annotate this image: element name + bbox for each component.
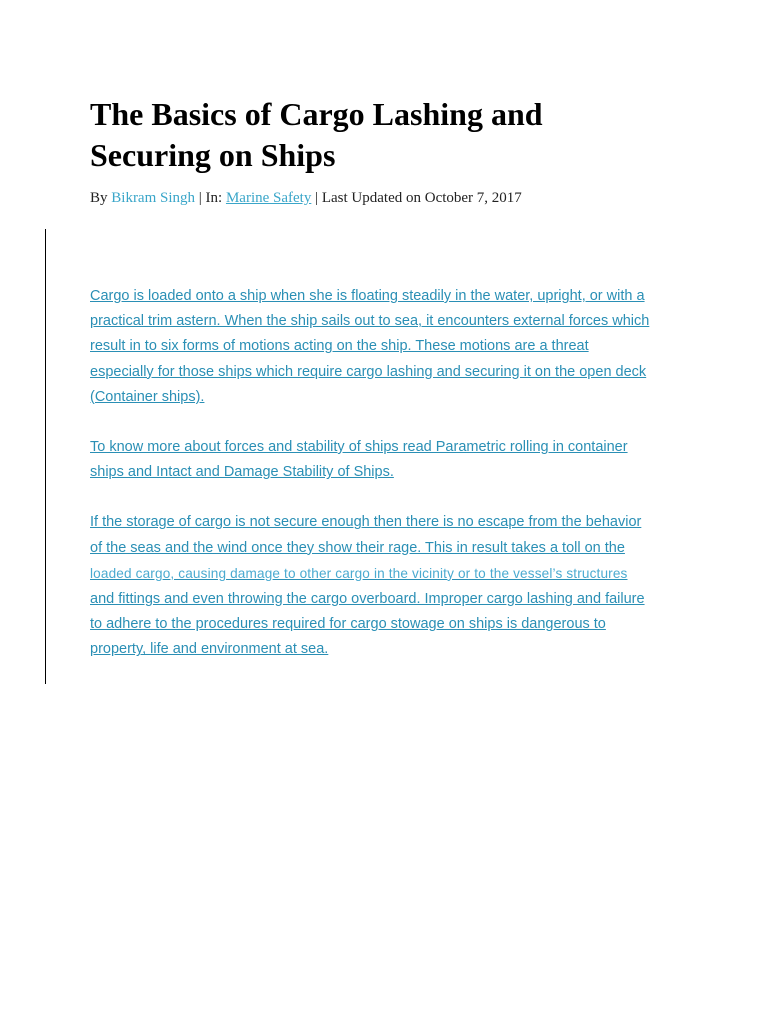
paragraph-line: and fittings and even throwing the cargo overboard. Improper cargo lashing and failure [90,591,645,608]
paragraph-line: To know more about forces and stability of ships read Parametric rolling in container [90,439,628,456]
paragraph-line: of the seas and the wind once they show their rage. This in result takes a toll on the [90,539,625,556]
title-line-1: The Basics of Cargo Lashing and [90,96,543,132]
paragraph-further-reading[interactable] [90,435,680,485]
paragraph-line: (Container ships). [90,388,205,405]
article-title [90,94,690,176]
byline-by: By [90,190,112,206]
paragraph-cargo-security[interactable] [90,510,680,662]
category-link[interactable]: Marine Safety [225,190,312,206]
paragraph-line: loaded cargo, causing damage to other cargo in the vicinity or to the vessel’s structures [90,565,628,581]
paragraph-line: ships and Intact and Damage Stability of Ships. [90,464,394,481]
paragraph-line: especially for those ships which require cargo lashing and securing it on the open deck [90,363,647,380]
paragraph-line: Cargo is loaded onto a ship when she is floating steadily in the water, upright, or with a [90,288,645,304]
article-body [90,284,680,688]
paragraph-line: property, life and environment at sea. [90,641,329,658]
paragraph-intro[interactable] [90,284,680,410]
paragraph-line: result in to six forms of motions acting on the ship. These motions are a threat [90,338,589,355]
paragraph-line: to adhere to the procedures required for cargo stowage on ships is dangerous to [90,616,606,633]
byline-updated: | Last Updated on October 7, 2017 [311,190,522,206]
author-link[interactable]: Bikram Singh [111,190,196,206]
margin-divider [45,229,46,684]
byline [90,188,710,208]
byline-in: | In: [195,190,226,206]
paragraph-line: practical trim astern. When the ship sails out to sea, it encounters external forces which [90,313,650,330]
title-line-2: Securing on Ships [90,137,336,173]
paragraph-line: If the storage of cargo is not secure enough then there is no escape from the behavior [90,514,642,531]
